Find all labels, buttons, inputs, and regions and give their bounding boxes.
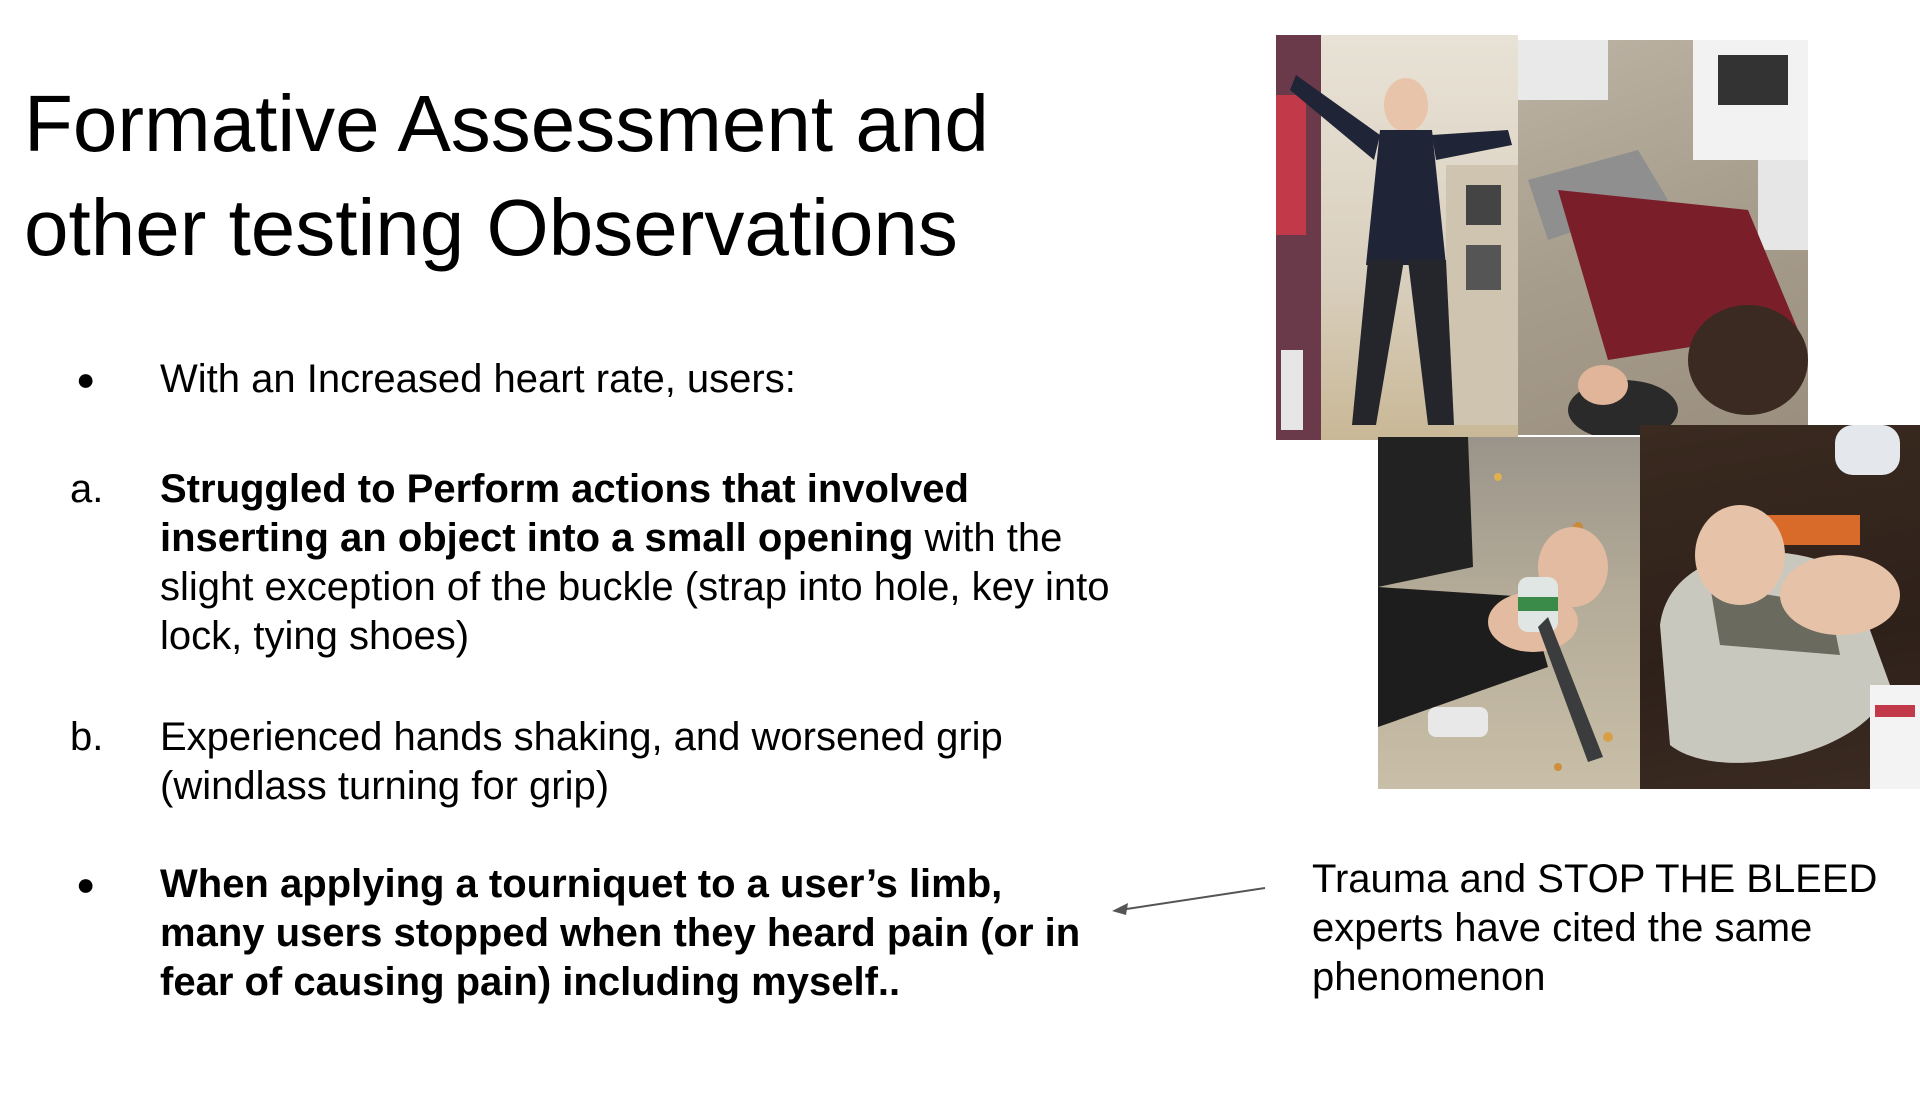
photo-person-lying: [1518, 40, 1808, 435]
caption-text: Trauma and STOP THE BLEED experts have cited the same phenomenon: [1312, 857, 1878, 999]
list-item-text: Experienced hands shaking, and worsened grip (windlass turning for grip): [160, 715, 1003, 808]
list-item-text: With an Increased heart rate, users:: [160, 357, 796, 401]
list-item-text: When applying a tourniquet to a user’s limb, many users stopped when they heard pain (or in fear of causing pain) including myself..: [160, 862, 1081, 1004]
bold-text: Struggled to Perform actions that involved inserting an object into a small opening: [160, 467, 969, 560]
bullet-marker: ●: [76, 361, 96, 397]
bullet-marker: ●: [76, 866, 96, 902]
photo-tying-shoe: [1640, 425, 1920, 789]
photo-hands-bottle: [1378, 437, 1640, 789]
title-line-1: Formative Assessment and: [24, 79, 989, 168]
arrow-icon: [1100, 880, 1280, 920]
normal-text: with the slight exception of the buckle (strap into hole, key into lock, tying shoes): [160, 516, 1110, 658]
photo-person-standing: [1276, 35, 1518, 440]
letter-marker: a.: [70, 467, 104, 511]
letter-marker: b.: [70, 715, 104, 759]
title-line-2: other testing Observations: [24, 183, 958, 272]
